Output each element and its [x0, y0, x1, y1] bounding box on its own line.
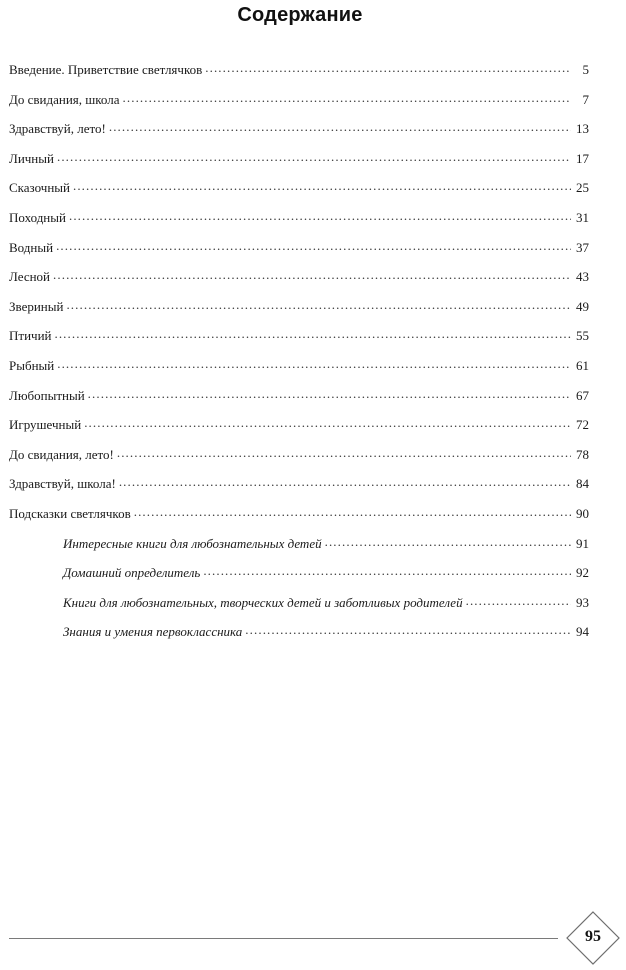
toc-entry[interactable] [9, 240, 589, 270]
toc-leader-dots [88, 388, 571, 400]
toc-entry-label: Подсказки светлячков [9, 505, 131, 521]
toc-entry-page: 7 [582, 91, 589, 107]
toc-entry-page: 84 [576, 476, 589, 492]
toc-leader-dots [84, 417, 571, 429]
toc-entry-label: Личный [9, 150, 54, 166]
toc-entry-page: 55 [576, 328, 589, 344]
toc-entry[interactable] [9, 269, 589, 299]
toc-entry-label: Введение. Приветствие светлячков [9, 62, 203, 77]
toc-entry[interactable] [9, 476, 589, 506]
toc-leader-dots [325, 536, 571, 548]
toc-entry[interactable] [9, 151, 589, 181]
toc-entry-page: 78 [576, 446, 589, 462]
toc-entry-label: Водный [9, 239, 54, 255]
toc-entry-label: Походный [9, 209, 66, 225]
toc-subentry[interactable] [9, 565, 589, 595]
toc-entry-page: 61 [576, 357, 589, 373]
toc-subentry-page: 92 [576, 565, 589, 580]
toc-leader-dots [119, 476, 571, 488]
toc-subentry[interactable] [9, 624, 589, 654]
toc-leader-dots [56, 240, 571, 252]
toc-entry-label: Любопытный [9, 387, 85, 403]
toc-entry-label: Рыбный [9, 357, 55, 373]
toc-entry-page: 13 [576, 121, 589, 137]
table-of-contents [9, 62, 589, 654]
toc-entry-label: Звериный [9, 298, 64, 314]
toc-subentry[interactable] [9, 536, 589, 566]
toc-entry-page: 49 [576, 298, 589, 314]
toc-subentry-label: Домашний определитель [63, 565, 201, 580]
toc-entry-label: Сказочный [9, 180, 70, 196]
toc-leader-dots [66, 299, 571, 311]
toc-entry-page: 31 [576, 209, 589, 225]
toc-leader-dots [134, 506, 571, 518]
toc-entry-label: Здравствуй, лето! [9, 121, 106, 137]
toc-entry[interactable] [9, 328, 589, 358]
toc-leader-dots [205, 62, 571, 74]
toc-entry-label: Птичий [9, 328, 52, 344]
toc-leader-dots [203, 565, 571, 577]
toc-entry[interactable] [9, 358, 589, 388]
page-number: 95 [585, 928, 601, 945]
toc-entry-label: Здравствуй, школа! [9, 476, 116, 492]
toc-entry[interactable] [9, 417, 589, 447]
toc-entry-page: 67 [576, 387, 589, 403]
toc-subentry-label: Книги для любознательных, творческих детей и заботливых родителей [63, 594, 463, 610]
toc-leader-dots [57, 151, 571, 163]
page-number-badge [566, 911, 620, 965]
toc-subentry-page: 94 [576, 624, 589, 639]
toc-entry-label: Игрушечный [9, 417, 82, 433]
toc-entry-page: 72 [576, 417, 589, 433]
toc-leader-dots [53, 269, 571, 281]
toc-entry-label: Лесной [9, 269, 51, 285]
toc-entry-page: 17 [576, 150, 589, 166]
page-title: Содержание [237, 4, 363, 26]
toc-leader-dots [57, 358, 571, 370]
toc-leader-dots [123, 92, 571, 104]
toc-entry[interactable] [9, 299, 589, 329]
toc-entry[interactable] [9, 506, 589, 536]
toc-entry-page: 90 [576, 505, 589, 521]
toc-subentry-label: Интересные книги для любознательных детей [63, 535, 322, 551]
toc-leader-dots [69, 210, 571, 222]
toc-leader-dots [245, 624, 571, 636]
toc-entry[interactable] [9, 210, 589, 240]
toc-entry-page: 43 [576, 269, 589, 285]
footer-divider [9, 938, 558, 939]
toc-entry[interactable] [9, 447, 589, 477]
toc-entry-label: До свидания, лето! [9, 446, 114, 462]
toc-entry[interactable] [9, 388, 589, 418]
toc-entry[interactable] [9, 121, 589, 151]
toc-subentry-label: Знания и умения первоклассника [63, 624, 243, 639]
toc-leader-dots [466, 595, 571, 607]
toc-subentry-page: 91 [576, 535, 589, 551]
toc-leader-dots [73, 180, 571, 192]
toc-subentry-page: 93 [576, 594, 589, 610]
toc-entry[interactable] [9, 62, 589, 92]
toc-entry-page: 5 [582, 62, 589, 77]
toc-leader-dots [109, 121, 571, 133]
toc-entry-page: 25 [576, 180, 589, 196]
toc-entry[interactable] [9, 92, 589, 122]
toc-entry-page: 37 [576, 239, 589, 255]
toc-leader-dots [54, 328, 571, 340]
toc-entry-label: До свидания, школа [9, 91, 120, 107]
toc-subentry[interactable] [9, 595, 589, 625]
toc-leader-dots [117, 447, 571, 459]
toc-entry[interactable] [9, 180, 589, 210]
